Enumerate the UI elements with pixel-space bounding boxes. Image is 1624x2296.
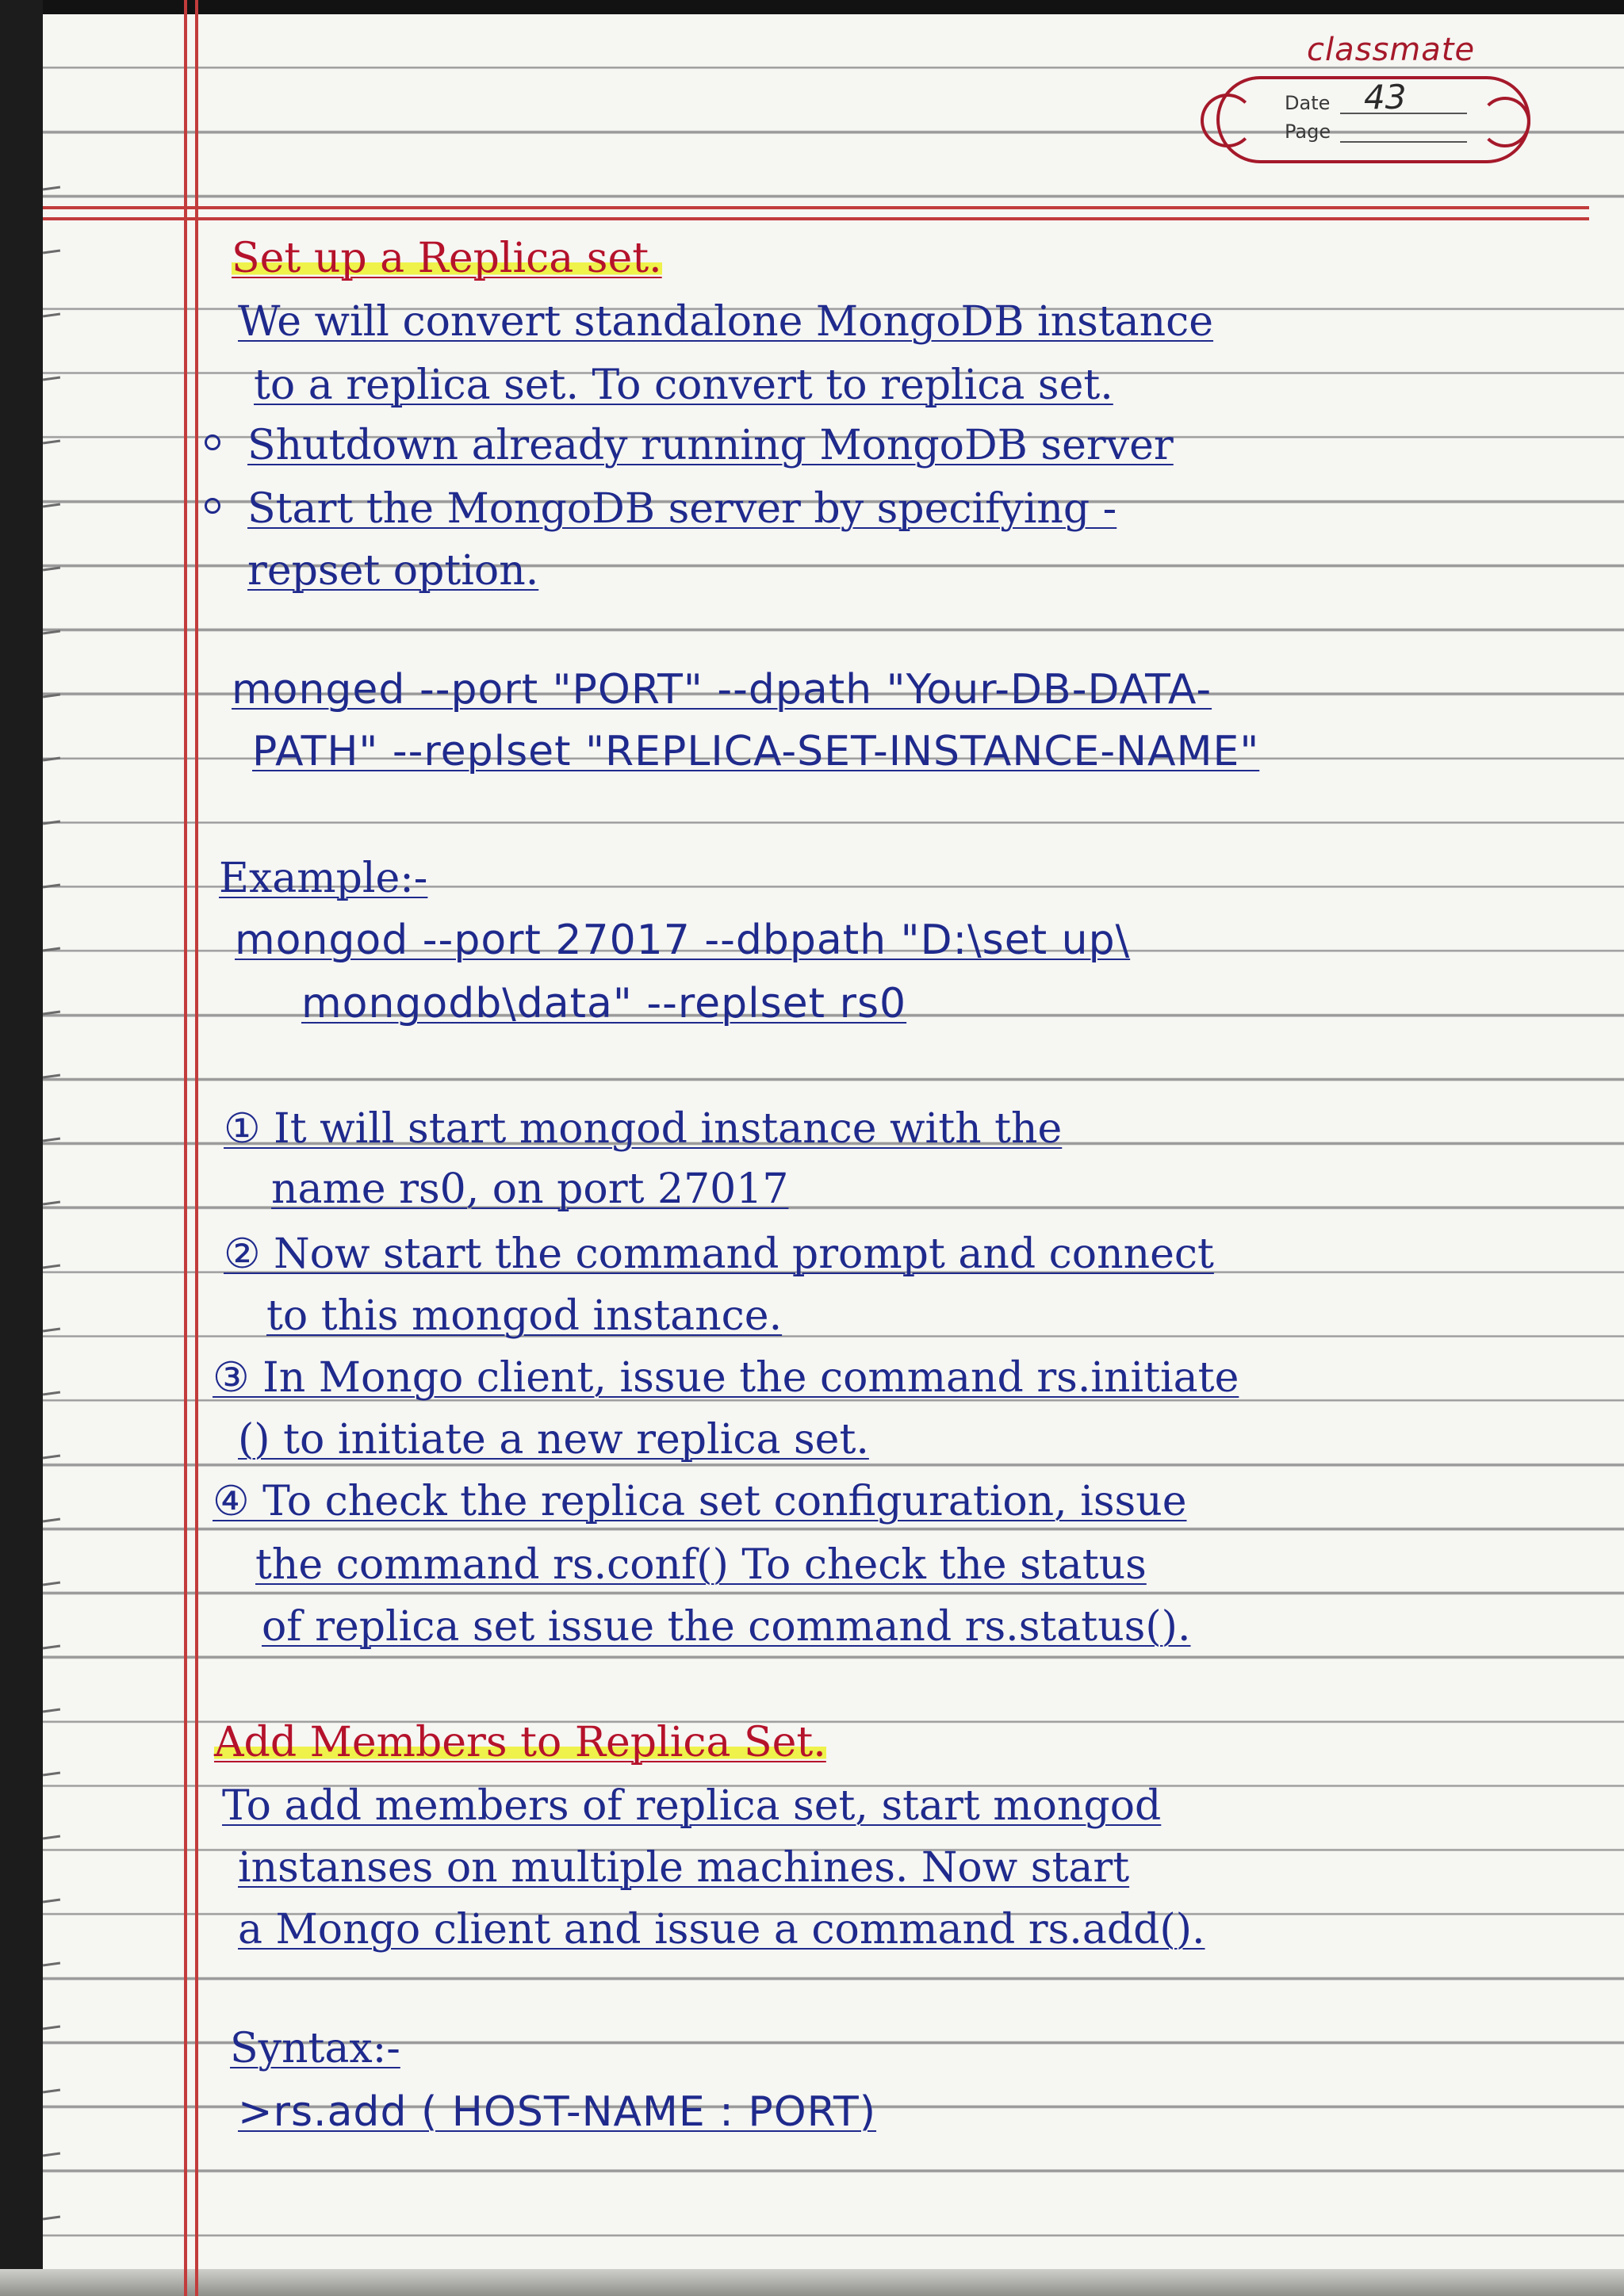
example-label: Example:- <box>219 855 428 902</box>
edge-tick <box>43 1644 60 1649</box>
step-line: ③ In Mongo client, issue the command rs.initiate <box>213 1354 1239 1402</box>
scan-edge-top <box>0 0 1624 14</box>
bullet-icon <box>205 498 220 514</box>
edge-tick <box>43 1898 60 1903</box>
stamp-curl-right <box>1480 97 1530 147</box>
edge-tick <box>43 1073 60 1078</box>
edge-tick <box>43 756 60 761</box>
edge-tick <box>43 503 60 507</box>
edge-tick <box>43 1708 60 1712</box>
intro-line: to a replica set. To convert to replica set. <box>254 362 1113 409</box>
edge-tick <box>43 439 60 444</box>
margin-line-top-1 <box>43 206 1589 209</box>
stamp-date-label: Date <box>1285 92 1331 114</box>
bullet-item: Start the MongoDB server by specifying - <box>247 485 1117 533</box>
stamp-page-rule <box>1340 141 1467 143</box>
syntax-command: >rs.add ( HOST-NAME : PORT) <box>238 2088 877 2136</box>
edge-tick <box>43 2025 60 2030</box>
edge-tick <box>43 820 60 825</box>
command-line: monged --port "PORT" --dpath "Your-DB-DATA- <box>232 666 1212 714</box>
step-line: ④ To check the replica set configuration, issue <box>213 1478 1187 1525</box>
edge-tick <box>43 566 60 571</box>
edge-tick <box>43 249 60 254</box>
edge-tick <box>43 1264 60 1269</box>
intro-line: We will convert standalone MongoDB instance <box>238 298 1214 346</box>
step-line: name rs0, on port 27017 <box>271 1165 789 1213</box>
edge-tick <box>43 883 60 888</box>
edge-tick <box>43 1961 60 1966</box>
margin-line-top-2 <box>43 217 1589 220</box>
edge-tick <box>43 1391 60 1395</box>
step-line: ② Now start the command prompt and connect <box>224 1230 1214 1278</box>
syntax-label: Syntax:- <box>230 2025 400 2072</box>
command-line: PATH" --replset "REPLICA-SET-INSTANCE-NAME" <box>252 728 1260 775</box>
edge-tick <box>43 2215 60 2220</box>
edge-tick <box>43 376 60 381</box>
edge-tick <box>43 312 60 317</box>
edge-tick <box>43 629 60 634</box>
edge-tick <box>43 2152 60 2156</box>
edge-tick <box>43 693 60 698</box>
example-command: mongod --port 27017 --dbpath "D:\set up\ <box>235 916 1131 964</box>
bullet-item: Shutdown already running MongoDB server <box>247 422 1174 469</box>
margin-line-left-1 <box>184 0 187 2296</box>
edge-tick <box>43 1517 60 1522</box>
page-number: 43 <box>1364 78 1407 117</box>
step-line: ① It will start mongod instance with the <box>224 1105 1063 1153</box>
example-command: mongodb\data" --replset rs0 <box>301 980 907 1027</box>
step-line: of replica set issue the command rs.status(). <box>262 1603 1191 1651</box>
edge-tick <box>43 1771 60 1776</box>
edge-tick <box>43 947 60 951</box>
bullet-continuation: repset option. <box>247 547 539 595</box>
section-heading-add-members: Add Members to Replica Set. <box>214 1719 826 1766</box>
edge-tick <box>43 2088 60 2093</box>
classmate-stamp <box>1205 32 1538 166</box>
stamp-brand: classmate <box>1307 32 1476 68</box>
margin-line-left-2 <box>195 0 198 2296</box>
body-line: a Mongo client and issue a command rs.add(). <box>238 1906 1205 1954</box>
edge-tick <box>43 1010 60 1015</box>
body-line: To add members of replica set, start mongod <box>222 1782 1162 1830</box>
section-heading-replica-set: Set up a Replica set. <box>232 235 662 282</box>
edge-tick <box>43 1835 60 1839</box>
edge-tick <box>43 1581 60 1586</box>
scan-edge-bottom <box>0 2269 1624 2296</box>
edge-tick <box>43 1137 60 1142</box>
step-line: the command rs.conf() To check the status <box>255 1541 1147 1589</box>
bullet-icon <box>205 434 220 450</box>
stamp-curl-left <box>1201 94 1254 147</box>
step-line: to this mongod instance. <box>266 1292 783 1340</box>
step-line: () to initiate a new replica set. <box>238 1416 869 1464</box>
edge-tick <box>43 1327 60 1332</box>
body-line: instanses on multiple machines. Now start <box>238 1844 1130 1892</box>
scan-edge-left <box>0 0 43 2296</box>
edge-tick <box>43 186 60 190</box>
edge-tick <box>43 1200 60 1205</box>
stamp-page-label: Page <box>1285 121 1331 143</box>
edge-tick <box>43 1454 60 1459</box>
